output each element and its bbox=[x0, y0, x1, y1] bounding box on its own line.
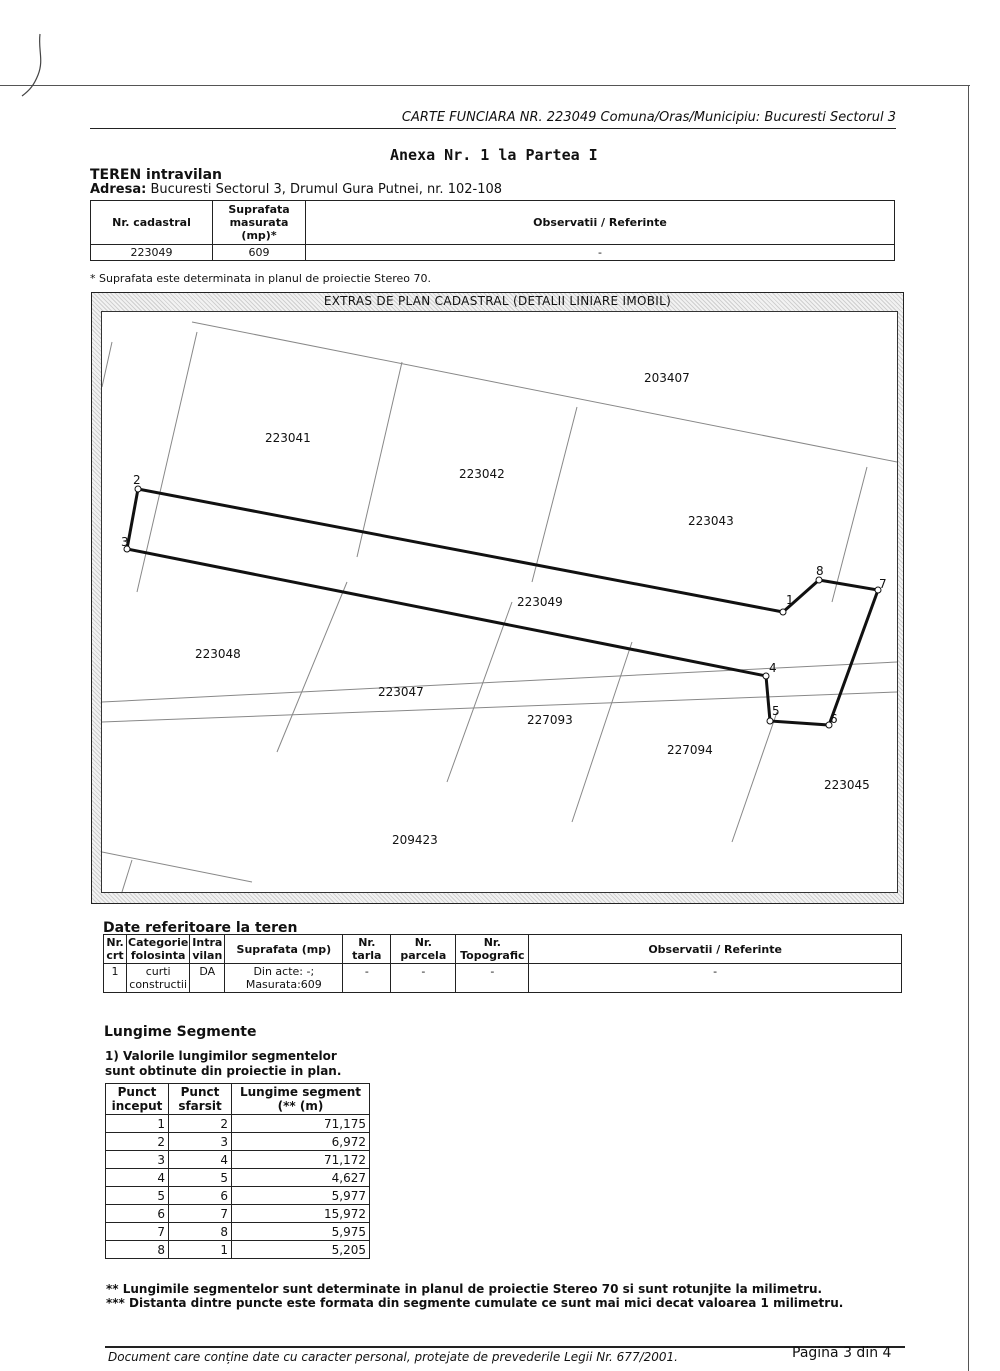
parcel-label: 227093 bbox=[527, 713, 573, 727]
page-number: Pagina 3 din 4 bbox=[792, 1345, 892, 1361]
segment-cell: 7 bbox=[106, 1223, 169, 1241]
segments-header: Punct sfarsit bbox=[169, 1084, 232, 1115]
note-distance: *** Distanta dintre puncte este formata din segmente cumulate ce sunt mai mici decat valoarea 1 milimetru. bbox=[106, 1296, 844, 1310]
point-label: 7 bbox=[879, 577, 887, 591]
parcel-label: 223042 bbox=[459, 467, 505, 481]
segment-cell: 5 bbox=[169, 1169, 232, 1187]
segment-cell: 6,972 bbox=[232, 1133, 370, 1151]
segment-cell: 6 bbox=[169, 1187, 232, 1205]
carte-funciara-header: CARTE FUNCIARA NR. 223049 Comuna/Oras/Municipiu: Bucuresti Sectorul 3 bbox=[90, 110, 896, 129]
scan-edge bbox=[0, 85, 970, 86]
land-header: Observatii / Referinte bbox=[529, 935, 902, 964]
segment-cell: 1 bbox=[106, 1115, 169, 1133]
segment-cell: 3 bbox=[169, 1133, 232, 1151]
summary-cell: - bbox=[306, 245, 895, 261]
summary-cell: 223049 bbox=[91, 245, 213, 261]
summary-header: Suprafata masurata (mp)* bbox=[213, 201, 306, 245]
parcel-label: 223045 bbox=[824, 778, 870, 792]
land-header: Nr. tarla bbox=[343, 935, 391, 964]
segment-cell: 3 bbox=[106, 1151, 169, 1169]
parcel-label: 223047 bbox=[378, 685, 424, 699]
note-rounding: ** Lungimile segmentelor sunt determinate in planul de proiectie Stereo 70 si sunt rotunjite la milimetru. bbox=[106, 1282, 823, 1296]
neighbour-boundaries bbox=[102, 322, 897, 892]
segment-row bbox=[106, 1223, 370, 1241]
segments-title: Lungime Segmente bbox=[104, 1024, 257, 1040]
plan-drawing bbox=[102, 312, 897, 892]
footer-rule bbox=[105, 1346, 905, 1348]
land-cell: curti constructii bbox=[127, 964, 190, 993]
summary-footnote: * Suprafata este determinata in planul de proiectie Stereo 70. bbox=[90, 272, 432, 285]
segments-body bbox=[106, 1115, 370, 1259]
land-cell: 1 bbox=[104, 964, 127, 993]
land-cell: - bbox=[343, 964, 391, 993]
segment-cell: 2 bbox=[106, 1133, 169, 1151]
property-boundary bbox=[127, 489, 878, 725]
segment-row bbox=[106, 1133, 370, 1151]
parcel-label: 223049 bbox=[517, 595, 563, 609]
land-header: Nr. crt bbox=[104, 935, 127, 964]
point-label: 3 bbox=[121, 535, 129, 549]
parcel-label: 223043 bbox=[688, 514, 734, 528]
point-label: 1 bbox=[786, 593, 794, 607]
segment-row bbox=[106, 1115, 370, 1133]
land-header: Categorie folosinta bbox=[128, 936, 189, 962]
segment-cell: 71,172 bbox=[232, 1151, 370, 1169]
land-cell: - bbox=[456, 964, 529, 993]
land-cell: DA bbox=[190, 964, 225, 993]
segment-cell: 5,977 bbox=[232, 1187, 370, 1205]
segment-cell: 2 bbox=[169, 1115, 232, 1133]
land-cell-suprafata bbox=[225, 964, 343, 993]
annex-title: Anexa Nr. 1 la Partea I bbox=[390, 146, 598, 164]
pen-scribble bbox=[18, 30, 58, 100]
plan-map bbox=[101, 311, 898, 893]
segments-subtitle-line: sunt obtinute din proiectie in plan. bbox=[105, 1064, 342, 1078]
parcel-label: 227094 bbox=[667, 743, 713, 757]
address bbox=[90, 182, 502, 197]
segment-cell: 71,175 bbox=[232, 1115, 370, 1133]
segment-cell: 6 bbox=[106, 1205, 169, 1223]
segment-cell: 4,627 bbox=[232, 1169, 370, 1187]
land-header: Suprafata (mp) bbox=[225, 935, 343, 964]
footer-disclaimer: Document care conține date cu caracter personal, protejate de prevederile Legii Nr. 677/2001. bbox=[108, 1350, 678, 1364]
segment-cell: 1 bbox=[169, 1241, 232, 1259]
segments-header: Lungime segment (** (m) bbox=[232, 1084, 370, 1115]
parcel-label: 209423 bbox=[392, 833, 438, 847]
scan-edge bbox=[968, 85, 969, 1371]
segments-subtitle-line: 1) Valorile lungimilor segmentelor bbox=[105, 1049, 337, 1063]
cadastral-plan bbox=[91, 292, 904, 904]
land-cell: - bbox=[529, 964, 902, 993]
land-header: Nr. parcela bbox=[391, 935, 456, 964]
segment-row bbox=[106, 1205, 370, 1223]
segment-cell: 8 bbox=[106, 1241, 169, 1259]
summary-table bbox=[90, 200, 895, 261]
segment-cell: 4 bbox=[169, 1151, 232, 1169]
address-label: Adresa: bbox=[90, 182, 147, 197]
segments-subtitle bbox=[105, 1049, 341, 1079]
parcel-label: 223041 bbox=[265, 431, 311, 445]
segment-row bbox=[106, 1151, 370, 1169]
teren-title: TEREN intravilan bbox=[90, 167, 222, 183]
segments-table bbox=[105, 1083, 370, 1259]
point-label: 6 bbox=[830, 712, 838, 726]
segment-row bbox=[106, 1169, 370, 1187]
point-label: 4 bbox=[769, 661, 777, 675]
segment-cell: 4 bbox=[106, 1169, 169, 1187]
parcel-label: 223048 bbox=[195, 647, 241, 661]
summary-header: Observatii / Referinte bbox=[306, 201, 895, 245]
address-value: Bucuresti Sectorul 3, Drumul Gura Putnei, nr. 102-108 bbox=[150, 182, 503, 197]
segment-cell: 5,975 bbox=[232, 1223, 370, 1241]
parcel-label: 203407 bbox=[644, 371, 690, 385]
segment-row bbox=[106, 1187, 370, 1205]
segment-row bbox=[106, 1241, 370, 1259]
plan-title: EXTRAS DE PLAN CADASTRAL (DETALII LINIARE IMOBIL) bbox=[323, 294, 672, 308]
summary-cell: 609 bbox=[213, 245, 306, 261]
segment-cell: 5 bbox=[106, 1187, 169, 1205]
point-label: 2 bbox=[133, 473, 141, 487]
point-label: 5 bbox=[772, 704, 780, 718]
point-label: 8 bbox=[816, 564, 824, 578]
segment-cell: 8 bbox=[169, 1223, 232, 1241]
segments-header: Punct inceput bbox=[106, 1084, 169, 1115]
land-data-table bbox=[103, 934, 902, 993]
land-data-title: Date referitoare la teren bbox=[103, 920, 298, 936]
land-header: Nr. Topografic bbox=[456, 935, 529, 964]
land-header: Intra vilan bbox=[190, 935, 225, 964]
suprafata-acte: Din acte: -; bbox=[253, 965, 315, 978]
summary-header: Nr. cadastral bbox=[91, 201, 213, 245]
segment-cell: 15,972 bbox=[232, 1205, 370, 1223]
segment-cell: 5,205 bbox=[232, 1241, 370, 1259]
segment-cell: 7 bbox=[169, 1205, 232, 1223]
land-cell: - bbox=[391, 964, 456, 993]
suprafata-masurata: Masurata:609 bbox=[245, 978, 322, 991]
